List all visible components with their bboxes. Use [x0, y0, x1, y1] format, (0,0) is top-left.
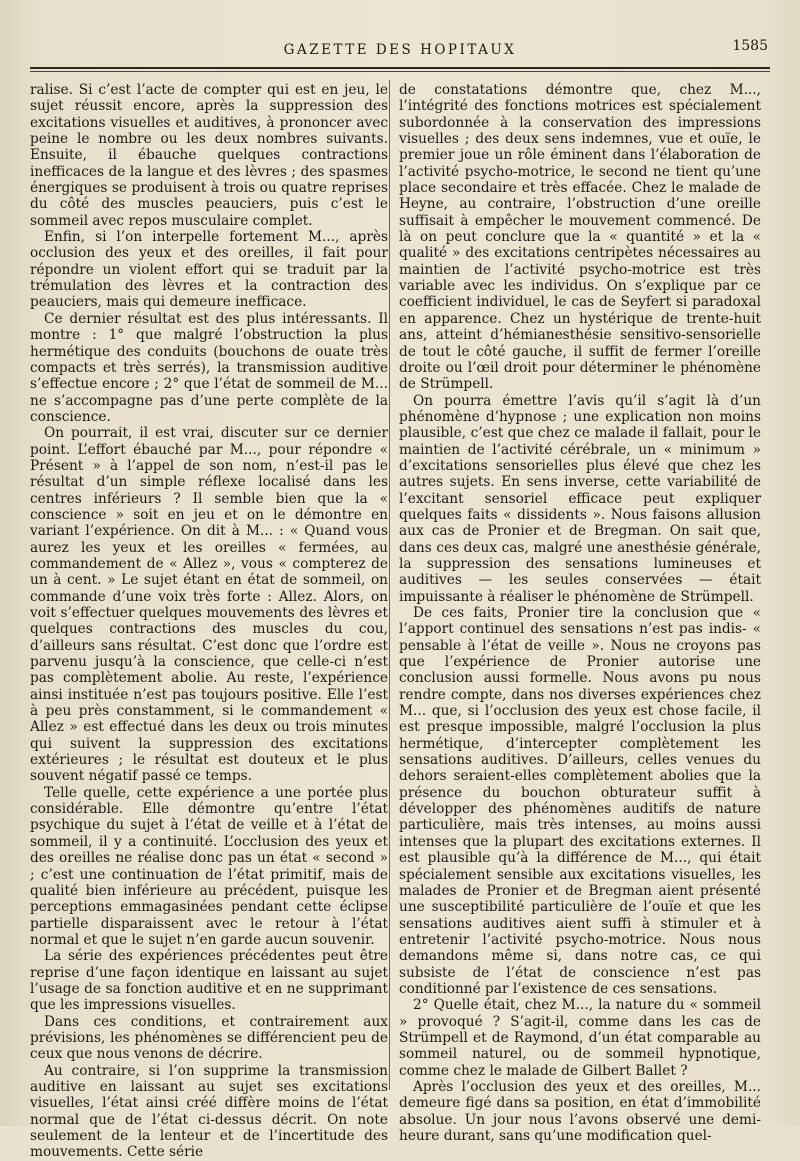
paragraph: De ces faits, Pronier tire la conclusion que « l’apport continuel des sensations n’est pas indis- « pensable à l’état de veille ». Nous ne croyons pas que l’expérience de Pronier autorise une conclusion aussi formelle. Nous avons pu nous rendre compte, dans nos diverses expériences chez M... que, si l’occlusion des yeux est chose facile, il est presque impossible, malgré l’occlusion la plus hermétique, d’intercepter complètement les sensations auditives. D’ailleurs, celles venues du dehors seraient-elles complètement abolies que la présence du bouchon obturateur suffit à développer des phénomènes auditifs de nature particulière, mais très intenses, au moins aussi intenses que la plupart des excitations externes. Il est plausible qu’à la différence de M..., qui était spécialement sensible aux excitations visuelles, les malades de Pronier et de Bregman aient présenté une susceptibilité particulière de l’ouïe et que les sensations auditives aient suffi à stimuler et à entretenir l’activité psycho-motrice. Nous nous demandons même si, dans notre cas, ce qui subsiste de l’état de conscience n’est pas conditionné par l’existence de ces sensations. [399, 605, 761, 997]
paragraph: 2° Quelle était, chez M..., la nature du « sommeil » provoqué ? S’agit-il, comme dans les cas de Strümpell et de Raymond, d’un état comparable au sommeil naturel, ou de sommeil hypnotique, comme chez le malade de Gilbert Ballet ? [399, 997, 761, 1079]
paragraph: Après l’occlusion des yeux et des oreilles, M... demeure figé dans sa position, en état d’immobilité absolue. Un jour nous l’avons observé une demi-heure durant, sans qu’une modification quel- [399, 1078, 761, 1144]
paragraph: On pourrait, il est vrai, discuter sur ce dernier point. L’effort ébauché par M..., pour répondre « Présent » à l’appel de son nom, n’est-il pas le résultat d’un simple réflexe localisé dans les centres inférieurs ? Il semble bien que la « conscience » soit en jeu et on le démontre en variant l’expérience. On dit à M... : « Quand vous aurez les yeux et les oreilles « fermées, au commandement de « Allez », vous « compterez de un à cent. » Le sujet étant en état de sommeil, on commande d’une voix très forte : Allez. Alors, on voit s’effectuer quelques mouvements des lèvres et quelques contractions des muscles du cou, d’ailleurs sans résultat. C’est donc que l’ordre est parvenu jusqu’à la conscience, que celle-ci n’est pas complètement abolie. Au reste, l’expérience ainsi instituée n’est pas toujours positive. Elle l’est à peu près constamment, si le commandement « Allez » est effectué dans les deux ou trois minutes qui suivent la suppression des excitations extérieures ; le résultat est douteux et le plus souvent négatif passé ce temps. [30, 425, 388, 785]
paragraph: Au contraire, si l’on supprime la transmission auditive en laissant au sujet ses excitations visuelles, l’état ainsi créé diffère moins de l’état normal que de l’état ci-dessus décrit. On note seulement de la lenteur et de l’incertitude des mouvements. Cette série [30, 1062, 388, 1161]
header-rule-thick [30, 67, 770, 69]
paragraph: Dans ces conditions, et contrairement aux prévisions, les phénomènes se différencient peu de ceux que nous venons de décrire. [30, 1013, 388, 1063]
page-number: 1585 [732, 38, 768, 54]
paragraph: ralise. Si c’est l’acte de compter qui est en jeu, le sujet réussit encore, après la suppression des excitations visuelles et auditives, à prononcer avec peine le nombre ou les deux nombres suivants. Ensuite, il ébauche quelques contractions inefficaces de la langue et des lèvres ; des spasmes énergiques se produisent à trois ou quatre reprises du côté des muscles peauciers, puis c’est le sommeil avec repos musculaire complet. [30, 82, 388, 229]
paragraph: On pourra émettre l’avis qu’il s’agit là d’un phénomène d’hypnose ; une explication non moins plausible, c’est que chez ce malade il fallait, pour le maintien de l’activité cérébrale, un « minimum » d’excitations sensorielles plus élevé que chez les autres sujets. En sens inverse, cette variabilité de l’excitant sensoriel efficace peut expliquer quelques faits « dissidents ». Nous faisons allusion aux cas de Pronier et de Bregman. On sait que, dans ces deux cas, malgré une anesthésie générale, la suppression des sensations lumineuses et auditives — les seules conservées — était impuissante à réaliser le phénomène de Strümpell. [399, 392, 761, 605]
left-column [30, 82, 388, 1161]
paragraph: La série des expériences précédentes peut être reprise d’une façon identique en laissant au sujet l’usage de sa fonction auditive et en ne supprimant que les impressions visuelles. [30, 948, 388, 1014]
running-title: GAZETTE DES HOPITAUX [283, 42, 517, 58]
header-rule-thin [30, 71, 770, 72]
paragraph: Telle quelle, cette expérience a une portée plus considérable. Elle démontre qu’entre l’état psychique du sujet à l’état de veille et à l’état de sommeil, il y a continuité. L’occlusion des yeux et des oreilles ne réalise donc pas un état « second » ; c’est une continuation de l’état primitif, mais de qualité bien inférieure au précédent, puisque les perceptions emmagasinées pendant cette éclipse partielle disparaissent avec le retour à l’état normal et que le sujet n’en garde aucun souvenir. [30, 784, 388, 948]
page-header [30, 38, 770, 64]
paragraph: de constatations démontre que, chez M..., l’intégrité des fonctions motrices est spécialement subordonnée à la conservation des impressions visuelles ; des deux sens indemnes, vue et ouïe, le premier joue un rôle éminent dans l’élaboration de l’activité psycho-motrice, le second ne tient qu’une place secondaire et très effacée. Chez le malade de Heyne, au contraire, l’obstruction d’une oreille suffisait à empêcher le mouvement commencé. De là on peut conclure que la « quantité » et la « qualité » des excitations centripètes nécessaires au maintien de l’activité psycho-motrice est très variable avec les individus. On s’explique par ce coefficient individuel, le cas de Seyfert si paradoxal en apparence. Chez un hystérique de trente-huit ans, atteint d’hémianesthésie sensitivo-sensorielle de tout le côté gauche, il suffit de fermer l’oreille droite ou l’œil droit pour déterminer le phénomène de Strümpell. [399, 82, 761, 393]
column-divider [389, 80, 390, 1090]
paragraph: Ce dernier résultat est des plus intéressants. Il montre : 1° que malgré l’obstruction la plus hermétique des conduits (bouchons de ouate très compacts et très serrés), la transmission auditive s’effectue encore ; 2° que l’état de sommeil de M... ne s’accompagne pas d’une perte complète de la conscience. [30, 310, 388, 425]
paragraph: Enfin, si l’on interpelle fortement M..., après occlusion des yeux et des oreilles, il fait pour répondre un violent effort qui se traduit par la trémulation des lèvres et la contraction des peauciers, mais qui demeure inefficace. [30, 229, 388, 311]
right-column [399, 82, 761, 1144]
